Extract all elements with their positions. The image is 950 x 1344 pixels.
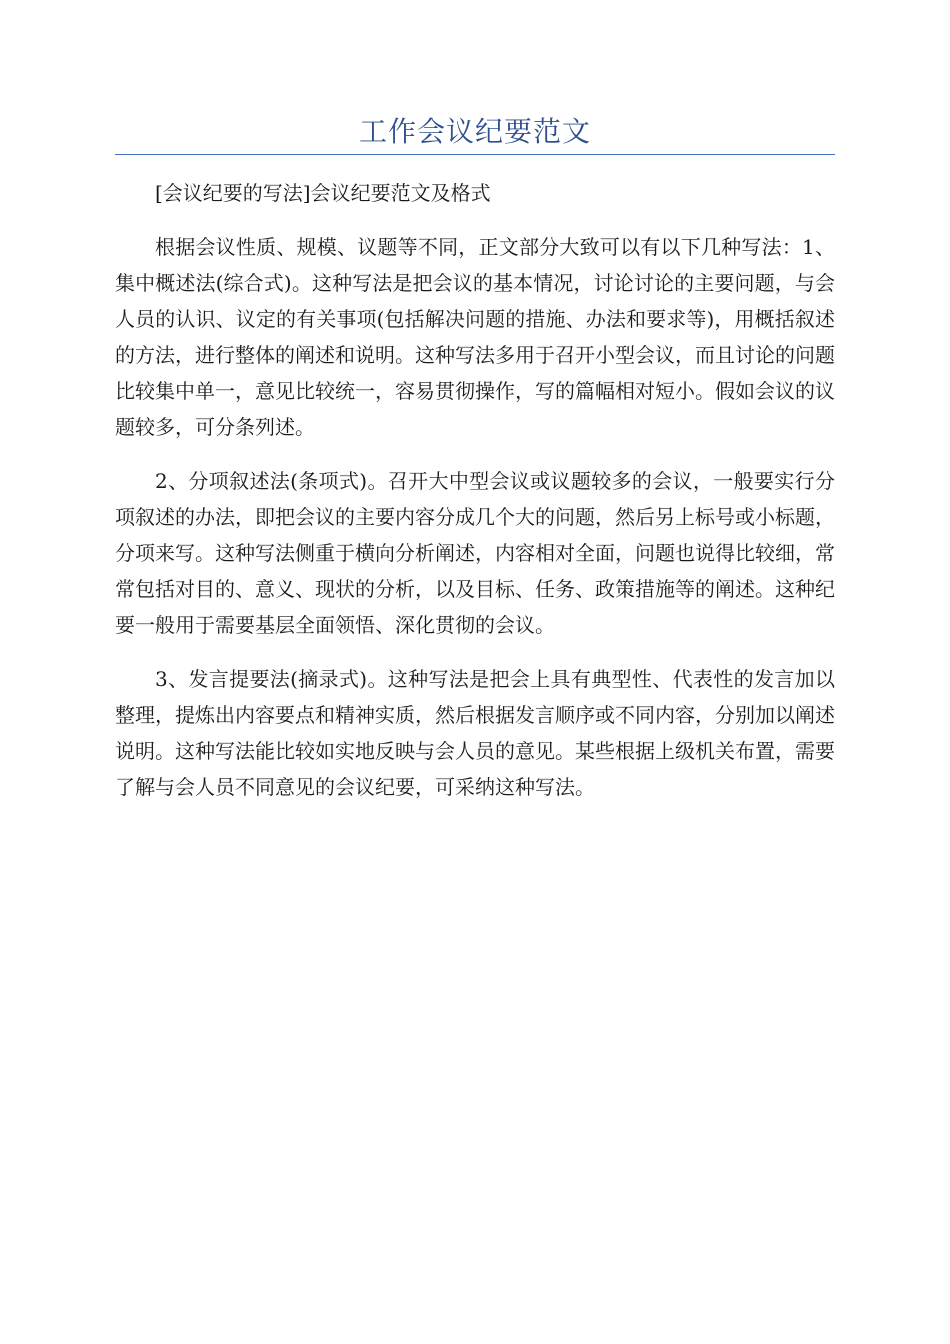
paragraph-method-2: 2、分项叙述法(条项式)。召开大中型会议或议题较多的会议，一般要实行分项叙述的办法，即把会议的主要内容分成几个大的问题，然后另上标号或小标题，分项来写。这种写法侧重于横向分析阐述，内容相对全面，问题也说得比较细，常常包括对目的、意义、现状的分析，以及目标、任务、政策措施等的阐述。这种纪要一般用于需要基层全面领悟、深化贯彻的会议。 [115,469,835,637]
document-body [115,175,835,823]
paragraph-method-3: 3、发言提要法(摘录式)。这种写法是把会上具有典型性、代表性的发言加以整理，提炼出内容要点和精神实质，然后根据发言顺序或不同内容，分别加以阐述说明。这种写法能比较如实地反映与会人员的意见。某些根据上级机关布置，需要了解与会人员不同意见的会议纪要，可采纳这种写法。 [115,667,835,799]
paragraph-subtitle: [会议纪要的写法]会议纪要范文及格式 [155,181,491,205]
paragraph-intro: 根据会议性质、规模、议题等不同，正文部分大致可以有以下几种写法：1、集中概述法(综合式)。这种写法是把会议的基本情况，讨论讨论的主要问题，与会人员的认识、议定的有关事项(包括解决问题的措施、办法和要求等)，用概括叙述的方法，进行整体的阐述和说明。这种写法多用于召开小型会议，而且讨论的问题比较集中单一，意见比较统一，容易贯彻操作，写的篇幅相对短小。假如会议的议题较多，可分条列述。 [115,235,835,439]
title-divider [115,154,835,155]
page-title: 工作会议纪要范文 [358,115,591,148]
